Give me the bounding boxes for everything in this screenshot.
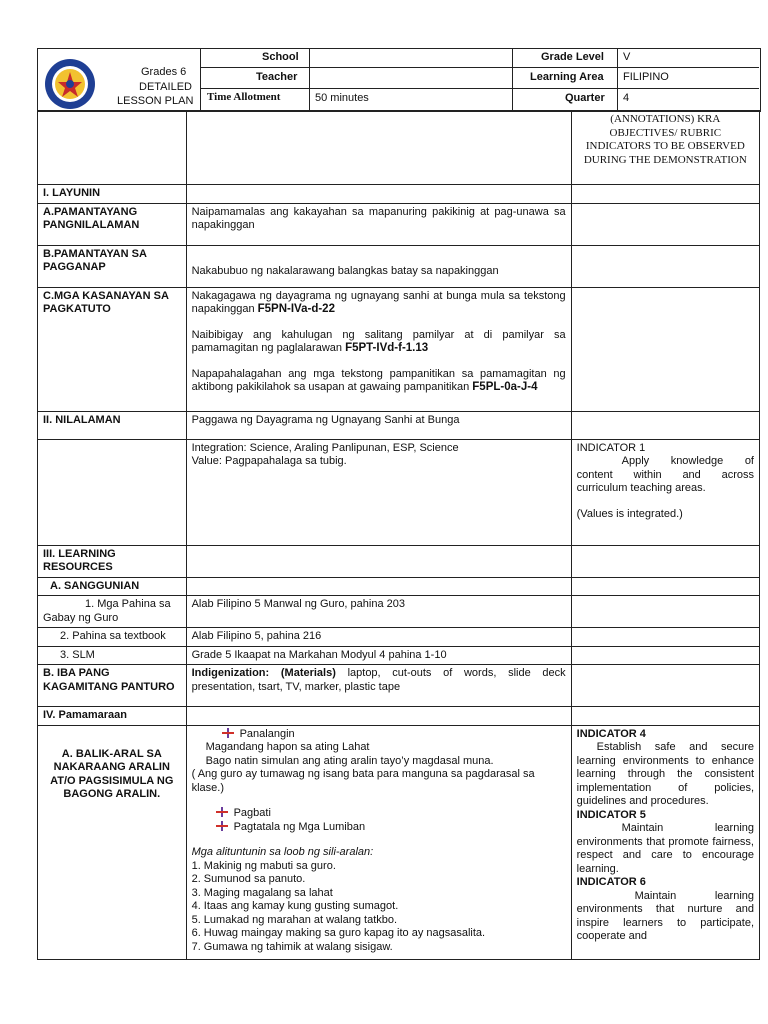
alituntunin-item: 5. Lumakad ng marahan at walang tatkbo. <box>191 913 398 926</box>
indigenization-text: laptop, cut-outs of words, slide deck presentation, tsart, TV, marker, plastic tape <box>191 667 566 693</box>
value-text: Value: Pagpapahalaga sa tubig. <box>191 455 347 467</box>
balik-aral-content <box>186 725 571 959</box>
sanggunian-label: A. SANGGUNIAN <box>38 577 187 596</box>
nilalaman-text: Paggawa ng Dayagrama ng Ugnayang Sanhi at Bunga <box>186 411 571 439</box>
iba-label: B. IBA PANG KAGAMITANG PANTURO <box>38 665 187 707</box>
indicator1-note: (Values is integrated.) <box>576 507 683 520</box>
textbook-label: 2. Pahina sa textbook <box>38 628 187 647</box>
kasanayan-item: Naibibigay ang kahulugan ng salitang pamilyar at di pamilyar sa pamamagitan ng paglalarawan F5PT-IVd-f-1.13 <box>191 328 566 354</box>
time-allotment-label: Time Allotment <box>207 91 281 103</box>
indicator6-title: INDICATOR 6 <box>576 876 646 888</box>
indicators-cell <box>571 725 759 959</box>
alituntunin-item: 6. Huwag maingay making sa guro kapag ito ay nagsasalita. <box>191 927 486 939</box>
annotations-header: (ANNOTATIONS) KRA OBJECTIVES/ RUBRIC INDICATORS TO BE OBSERVED DURING THE DEMONSTRATION <box>571 111 759 185</box>
alituntunin-title: Mga alituntunin sa loob ng sili-aralan: <box>191 846 374 858</box>
magandang-text: Magandang hapon sa ating Lahat <box>205 741 370 753</box>
quarter-label: Quarter <box>565 92 605 104</box>
nilalaman-row <box>38 411 760 439</box>
indigenization-cell <box>186 665 571 707</box>
iba-row <box>38 665 760 707</box>
indicator6-text: Maintain learning environments that nurture and inspire learners to participate, cooperate and <box>576 889 754 942</box>
pagbati-item: Pagbati <box>192 807 566 821</box>
indicator4-text: Establish safe and secure learning environments to enhance learning through the consistent implementation of policies, guidelines and procedures. <box>576 741 754 807</box>
sanggunian-row <box>38 577 760 596</box>
kasanayan-label: C.MGA KASANAYAN SA PAGKATUTO <box>38 287 187 411</box>
grade-level-label: Grade Level <box>541 51 604 63</box>
grade-level-value: V <box>623 51 631 63</box>
alituntunin-item: 4. Itaas ang kamay kung gusting sumagot. <box>191 900 399 912</box>
kasanayan-row <box>38 287 760 411</box>
learning-area-label: Learning Area <box>530 71 604 83</box>
alituntunin-item: 2. Sumunod sa panuto. <box>191 873 306 885</box>
slm-row <box>38 646 760 665</box>
gabay-text: Alab Filipino 5 Manwal ng Guro, pahina 203 <box>186 596 571 628</box>
grades-label: Grades 6 <box>141 66 187 78</box>
indicator1-cell <box>571 439 759 545</box>
indicator5-text: Maintain learning environments that promote fairness, respect and care to encourage learning. <box>576 822 754 875</box>
layunin-row <box>38 185 760 204</box>
resources-row <box>38 545 760 577</box>
integration-cell <box>186 439 571 545</box>
alituntunin-item: 1. Makinig ng mabuti sa guro. <box>191 859 336 872</box>
pamantayang-label: A.PAMANTAYANG PANGNILALAMAN <box>38 203 187 245</box>
guro-note: ( Ang guro ay tumawag ng isang bata para manguna sa pagdarasal sa klase.) <box>191 768 535 794</box>
teacher-label: Teacher <box>256 71 298 83</box>
slm-label: 3. SLM <box>38 646 187 665</box>
kasanayan-item: Napapahalagahan ang mga tekstong pampanitikan sa pamamagitan ng aktibong pakikilahok sa usapan at gawaing pampanitikan F5PL-0a-J-4 <box>191 367 566 393</box>
pagtatala-item: Pagtatala ng Mga Lumiban <box>192 821 566 835</box>
indicator1-title: INDICATOR 1 <box>576 441 646 454</box>
bullet-icon <box>216 807 228 817</box>
learning-area-value: FILIPINO <box>623 71 669 83</box>
integration-text: Integration: Science, Araling Panlipunan, ESP, Science <box>191 441 459 454</box>
balik-aral-row <box>38 725 760 959</box>
bullet-icon <box>216 821 228 831</box>
indicator1-text: Apply knowledge of content within and across curriculum teaching areas. <box>576 455 754 494</box>
alituntunin-item: 3. Maging magalang sa lahat <box>191 886 333 899</box>
integration-row <box>38 439 760 545</box>
bullet-icon <box>222 728 234 738</box>
annotations-row <box>38 111 760 185</box>
quarter-value: 4 <box>623 92 630 104</box>
competency-code: F5PL-0a-J-4 <box>472 381 538 393</box>
pamamaraan-row <box>38 707 760 726</box>
bago-text: Bago natin simulan ang ating aralin tayo’y magdasal muna. <box>205 754 494 767</box>
textbook-text: Alab Filipino 5, pahina 216 <box>186 628 571 647</box>
pagganap-label: B.PAMANTAYAN SA PAGGANAP <box>38 245 187 287</box>
time-allotment-value: 50 minutes <box>315 92 369 104</box>
indicator4-title: INDICATOR 4 <box>576 727 646 740</box>
competency-code: F5PT-IVd-f-1.13 <box>345 342 429 354</box>
gabay-row <box>38 596 760 628</box>
nilalaman-label: II. NILALAMAN <box>38 411 187 439</box>
slm-text: Grade 5 Ikaapat na Markahan Modyul 4 pahina 1-10 <box>186 646 571 665</box>
gabay-label: 1. Mga Pahina sa Gabay ng Guro <box>38 596 187 628</box>
layunin-label: I. LAYUNIN <box>38 185 187 204</box>
detailed-label: DETAILED <box>139 81 192 93</box>
kasanayan-list <box>186 287 571 411</box>
lesson-plan-label: LESSON PLAN <box>117 95 194 107</box>
pamantayang-row <box>38 203 760 245</box>
balik-aral-label: A. BALIK-ARAL SA NAKARAANG ARALIN AT/O PAGSISIMULA NG BAGONG ARALIN. <box>38 725 187 959</box>
kasanayan-item: Nakagagawa ng dayagrama ng ugnayang sanhi at bunga mula sa tekstong napakinggan F5PN-IVa-d-22 <box>191 289 566 315</box>
textbook-row <box>38 628 760 647</box>
resources-label: III. LEARNING RESOURCES <box>38 545 187 577</box>
pagganap-text: Nakabubuo ng nakalarawang balangkas batay sa napakinggan <box>186 245 571 287</box>
indigenization-label: Indigenization: (Materials) <box>191 667 336 679</box>
pagganap-row <box>38 245 760 287</box>
school-label: School <box>262 51 299 63</box>
pamantayang-text: Naipamamalas ang kakayahan sa mapanuring pakikinig at pag-unawa sa napakinggan <box>186 203 571 245</box>
panalangin-item: Panalangin <box>192 728 566 742</box>
alituntunin-item: 7. Gumawa ng tahimik at walang sisigaw. <box>191 940 393 953</box>
pamamaraan-label: IV. Pamamaraan <box>38 707 187 726</box>
indicator5-title: INDICATOR 5 <box>576 808 646 821</box>
lesson-plan-table <box>37 110 760 960</box>
competency-code: F5PN-IVa-d-22 <box>257 303 335 315</box>
